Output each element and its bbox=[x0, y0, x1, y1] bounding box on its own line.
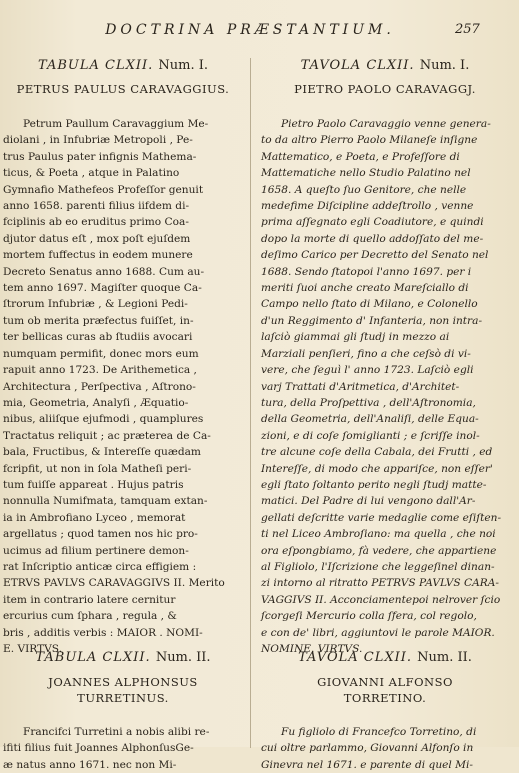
plate-title: TABULA CLXII. bbox=[35, 650, 151, 665]
subject-name-latin-2a: JOANNES ALPHONSUS bbox=[48, 675, 198, 689]
text-line: ETRVS PAVLVS CARAVAGGIVS II. Merito bbox=[3, 577, 225, 590]
text-line: VAGGIVS II. Acconciamentepoi nelrover ſcio bbox=[261, 593, 501, 606]
latin-entry-2 bbox=[0, 650, 246, 773]
text-line: Campo nello ſtato di Milano, e Colonello bbox=[261, 298, 478, 311]
text-line: ticus, & Poeta , atque in Palatino bbox=[3, 167, 180, 180]
text-line: ucimus ad filium pertinere demon- bbox=[3, 544, 189, 557]
text-line: laſciò giammai gli ſtudj in mezzo ai bbox=[261, 331, 450, 344]
text-line: nibus, aliiſque ejufmodi , quamplures bbox=[3, 413, 204, 426]
text-line: anno 1658. parenti filius iifdem di- bbox=[3, 200, 190, 213]
subject-name-latin-1: PETRUS PAULUS CARAVAGGIUS. bbox=[16, 82, 230, 96]
text-line: Pietro Paolo Caravaggio venne genera- bbox=[281, 118, 491, 130]
plate-title: TABULA CLXII. bbox=[38, 58, 154, 73]
text-line: fciplinis ab eo eruditus primo Coa- bbox=[3, 216, 189, 229]
text-line: ter bellicas curas ab ſtudiis avocari bbox=[3, 331, 193, 344]
text-line: Gymnafio Mathefeos Profeſſor genuit bbox=[3, 183, 204, 196]
plate-number: Num. II. bbox=[155, 650, 211, 665]
subject-name-italian-1: PIETRO PAOLO CARAVAGGJ. bbox=[294, 82, 476, 96]
text-line: ifiti filius fuit Joannes AlphonſusGe- bbox=[3, 742, 194, 755]
italian-entry-1 bbox=[257, 58, 513, 657]
text-line: deſimo Carico per Decretto del Senato nel bbox=[261, 249, 489, 262]
text-line: NOMINE. VIRTVS. bbox=[261, 643, 363, 655]
text-line: medefime Diſcipline addeſtrollo , venne bbox=[261, 200, 474, 213]
text-line: tum fuiſſe appareat . Hujus patris bbox=[3, 478, 184, 491]
text-line: 1688. Sendo ſtatopoi l'anno 1697. per i bbox=[261, 265, 472, 278]
text-line: trus Paulus pater infignis Mathema- bbox=[3, 150, 197, 163]
plate-title: TAVOLA CLXII. bbox=[300, 58, 415, 73]
text-line: 1658. A queſto ſuo Genitore, che nelle bbox=[261, 183, 467, 196]
text-line: Intereſſe, di modo che appariſce, non eſſer' bbox=[261, 462, 493, 475]
text-line: d'un Reggimento d' Infanteria, non intra- bbox=[261, 314, 483, 327]
text-line: tem anno 1697. Magiſter quoque Ca- bbox=[3, 282, 202, 295]
text-line: ia in Ambrofiano Lyceo , memorat bbox=[3, 511, 186, 524]
text-line: Tractatus reliquit ; ac præterea de Ca- bbox=[3, 429, 211, 442]
subject-name-italian-2b: TORRETINO. bbox=[343, 691, 427, 705]
text-line: e con de' libri, aggiuntovi le parole MAIOR. bbox=[261, 626, 495, 639]
latin-text-2 bbox=[0, 724, 246, 773]
page-number: 257 bbox=[455, 22, 480, 37]
text-line: numquam permifit, donec mors eum bbox=[3, 347, 199, 360]
text-line: tre alcune coſe della Cabala, dei Frutti , ed bbox=[261, 446, 493, 459]
text-line: ſtrorum Infubriæ , & Legioni Pedi- bbox=[3, 298, 188, 311]
text-line: dopo la morte di quello addoſſato del me- bbox=[261, 232, 484, 245]
text-line: ſcorgeſi Mercurio colla ſfera, col regolo, bbox=[261, 610, 477, 623]
italian-entry-2 bbox=[257, 650, 513, 773]
text-line: egli ſtato ſoltanto perito negli ſtudj matte- bbox=[261, 478, 487, 491]
plate-heading-latin-2 bbox=[0, 650, 246, 665]
text-line: della Geometria, dell'Analiſi, delle Equa- bbox=[261, 413, 479, 426]
text-line: ercurius cum ſphara , regula , & bbox=[3, 610, 177, 623]
text-line: to da altro Pierro Paolo Milaneſe inſigne bbox=[261, 134, 478, 147]
subject-name-latin-2b: TURRETINUS. bbox=[77, 691, 169, 705]
text-line: matici. Del Padre di lui vengono dall'Ar- bbox=[261, 495, 476, 508]
text-line: Mattematiche nello Studio Palatino nel bbox=[261, 167, 471, 180]
text-line: mia, Geometria, Analyſi , Æquatio- bbox=[3, 396, 189, 409]
text-line: zioni, e di coſe ſomiglianti ; e ſcriſſe inol- bbox=[261, 429, 480, 442]
text-line: æ natus anno 1671. nec non Mi- bbox=[3, 758, 177, 771]
text-line: vere, che ſeguì l' anno 1723. Laſciò egli bbox=[261, 364, 474, 377]
plate-number: Num. I. bbox=[158, 58, 208, 73]
text-line: Fu figliolo di Francefco Torretino, di bbox=[281, 726, 477, 738]
text-line: Architectura , Perſpectiva , Aſtrono- bbox=[3, 380, 196, 393]
plate-heading-latin-1 bbox=[0, 58, 246, 73]
text-line: fcripfit, ut non in ſola Matheſi peri- bbox=[3, 462, 192, 475]
latin-entry-1 bbox=[0, 58, 246, 657]
italian-text-2 bbox=[257, 724, 513, 773]
text-line: E. VIRTVS. bbox=[3, 643, 63, 655]
plate-heading-italian-1 bbox=[257, 58, 513, 73]
text-line: Marziali penſieri, fino a che ceſsò di vi- bbox=[261, 347, 471, 360]
text-line: zi intorno al ritratto PETRVS PAVLVS CARA- bbox=[261, 577, 499, 590]
plate-title: TAVOLA CLXII. bbox=[298, 650, 413, 665]
text-line: gellati deſcritte varie medaglie come eſiſten- bbox=[261, 511, 502, 524]
column-divider bbox=[250, 58, 251, 748]
text-line: tura, della Proſpettiva , dell'Aſtronomia, bbox=[261, 396, 476, 409]
text-line: Francifci Turretini a nobis alibi re- bbox=[23, 726, 210, 738]
subject-name-italian-2a: GIOVANNI ALFONSO bbox=[317, 675, 453, 689]
text-line: item in contrario latere cernitur bbox=[3, 593, 176, 606]
text-line: mortem fuffectus in eodem munere bbox=[3, 249, 193, 262]
text-line: argellatus ; quod tamen nos hic pro- bbox=[3, 528, 198, 541]
text-line: nonnulla Numifmata, tamquam extan- bbox=[3, 495, 208, 508]
plate-number: Num. I. bbox=[419, 58, 470, 73]
text-line: rapuit anno 1723. De Arithemetica , bbox=[3, 364, 197, 377]
plate-heading-italian-2 bbox=[257, 650, 513, 665]
text-line: prima aſſegnato egli Coadiutore, e quindi bbox=[261, 216, 484, 229]
text-line: meriti ſuoi anche creato Mareſciallo di bbox=[261, 282, 469, 295]
text-line: cui oltre parlammo, Giovanni Alfonſo in bbox=[261, 742, 474, 755]
italian-text-1 bbox=[257, 116, 513, 657]
text-line: diolani , in Infubriæ Metropoli , Pe- bbox=[3, 134, 193, 147]
text-line: rat Inſcriptio anticæ circa effigiem : bbox=[3, 560, 197, 573]
text-line: Ginevra nel 1671. e parente di quel Mi- bbox=[261, 758, 473, 771]
text-line: bala, Fructibus, & Intereſſe quædam bbox=[3, 446, 201, 459]
latin-text-1 bbox=[0, 116, 246, 657]
running-head: DOCTRINA PRÆSTANTIUM. bbox=[105, 22, 395, 38]
text-line: bris , additis verbis : MAIOR . NOMI- bbox=[3, 626, 203, 639]
text-line: djutor datus eſt , mox poſt ejuſdem bbox=[3, 232, 191, 245]
text-line: ti nel Liceo Ambroſiano: ma quella , che noi bbox=[261, 528, 496, 541]
text-line: varj Trattati d'Aritmetica, d'Architet- bbox=[261, 380, 460, 393]
text-line: Decreto Senatus anno 1688. Cum au- bbox=[3, 265, 205, 278]
plate-number: Num. II. bbox=[417, 650, 472, 665]
text-line: Petrum Paullum Caravaggium Me- bbox=[23, 118, 209, 130]
text-line: Mattematico, e Poeta, e Profeſſore di bbox=[261, 150, 460, 163]
text-line: tum ob merita præfectus fuiſſet, in- bbox=[3, 314, 194, 327]
text-line: al Figliolo, l'Iſcrizione che leggeſinel dinan- bbox=[261, 560, 495, 573]
text-line: ora eſpongbiamo, fà vedere, che appartiene bbox=[261, 544, 497, 557]
